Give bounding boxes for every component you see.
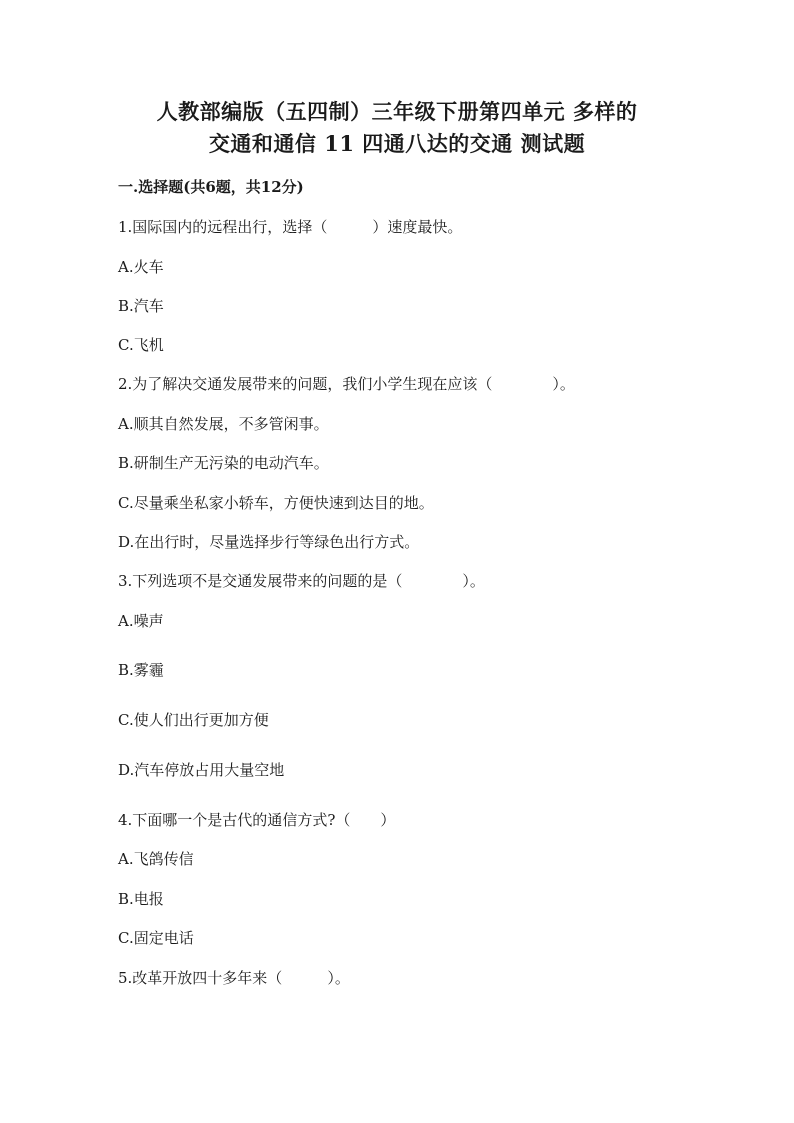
document-title-line-1: 人教部编版（五四制）三年级下册第四单元 多样的 — [156, 99, 638, 124]
question-3-option-d: D.汽车停放占用大量空地 — [118, 761, 285, 779]
document-title-line-2: 交通和通信 11 四通八达的交通 测试题 — [208, 131, 586, 156]
question-2-option-c: C.尽量乘坐私家小轿车，方便快速到达目的地。 — [118, 494, 434, 512]
question-2-stem: 2.为了解决交通发展带来的问题，我们小学生现在应该（ ）。 — [118, 375, 575, 393]
question-4-option-c: C.固定电话 — [118, 929, 194, 947]
question-4-stem: 4.下面哪一个是古代的通信方式?（ ） — [118, 811, 396, 829]
question-2-option-d: D.在出行时，尽量选择步行等绿色出行方式。 — [118, 533, 420, 551]
question-3-option-b: B.雾霾 — [118, 661, 164, 679]
section-heading: 一.选择题(共6题，共12分) — [118, 178, 304, 196]
question-2-option-a: A.顺其自然发展，不多管闲事。 — [118, 415, 329, 433]
question-4-option-a: A.飞鸽传信 — [118, 850, 194, 868]
question-2-option-b: B.研制生产无污染的电动汽车。 — [118, 454, 329, 472]
question-3-option-a: A.噪声 — [118, 612, 164, 630]
question-1-option-c: C.飞机 — [118, 336, 164, 354]
question-1-option-b: B.汽车 — [118, 297, 164, 315]
question-3-stem: 3.下列选项不是交通发展带来的问题的是（ ）。 — [118, 572, 485, 590]
question-1-stem: 1.国际国内的远程出行，选择（ ）速度最快。 — [118, 218, 463, 236]
question-4-option-b: B.电报 — [118, 890, 164, 908]
question-3-option-c: C.使人们出行更加方便 — [118, 711, 269, 729]
question-1-option-a: A.火车 — [118, 258, 164, 276]
question-5-stem: 5.改革开放四十多年来（ ）。 — [118, 969, 350, 987]
